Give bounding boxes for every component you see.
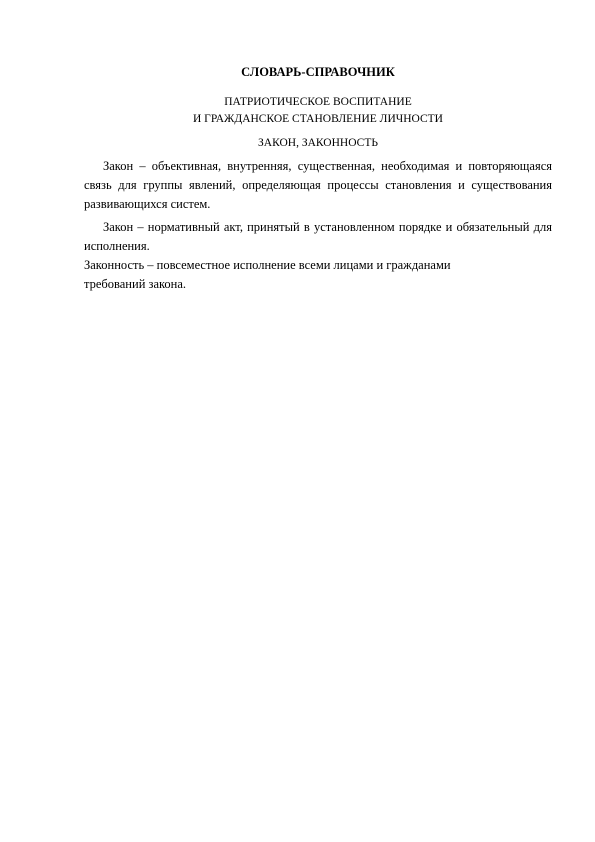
- section-heading-line-1: ПАТРИОТИЧЕСКОЕ ВОСПИТАНИЕ: [224, 96, 412, 108]
- definition-paragraph-1: Закон – объективная, внутренняя, существенная, необходимая и повторяющаяся связь для группы явлений, определяющая процессы становления и существования развивающихся систем.: [84, 159, 552, 211]
- definition-paragraph-2: Закон – нормативный акт, принятый в установленном порядке и обязательный для исполнения.: [84, 220, 552, 253]
- document-content: [84, 64, 552, 294]
- definition-paragraph-3: Законность – повсеместное исполнение всеми лицами и гражданами требований закона.: [84, 258, 451, 291]
- section-heading-line-2: И ГРАЖДАНСКОЕ СТАНОВЛЕНИЕ ЛИЧНОСТИ: [192, 113, 443, 125]
- document-title: СЛОВАРЬ-СПРАВОЧНИК: [241, 65, 395, 79]
- section-heading: [84, 94, 552, 128]
- topic-heading: ЗАКОН, ЗАКОННОСТЬ: [258, 137, 378, 149]
